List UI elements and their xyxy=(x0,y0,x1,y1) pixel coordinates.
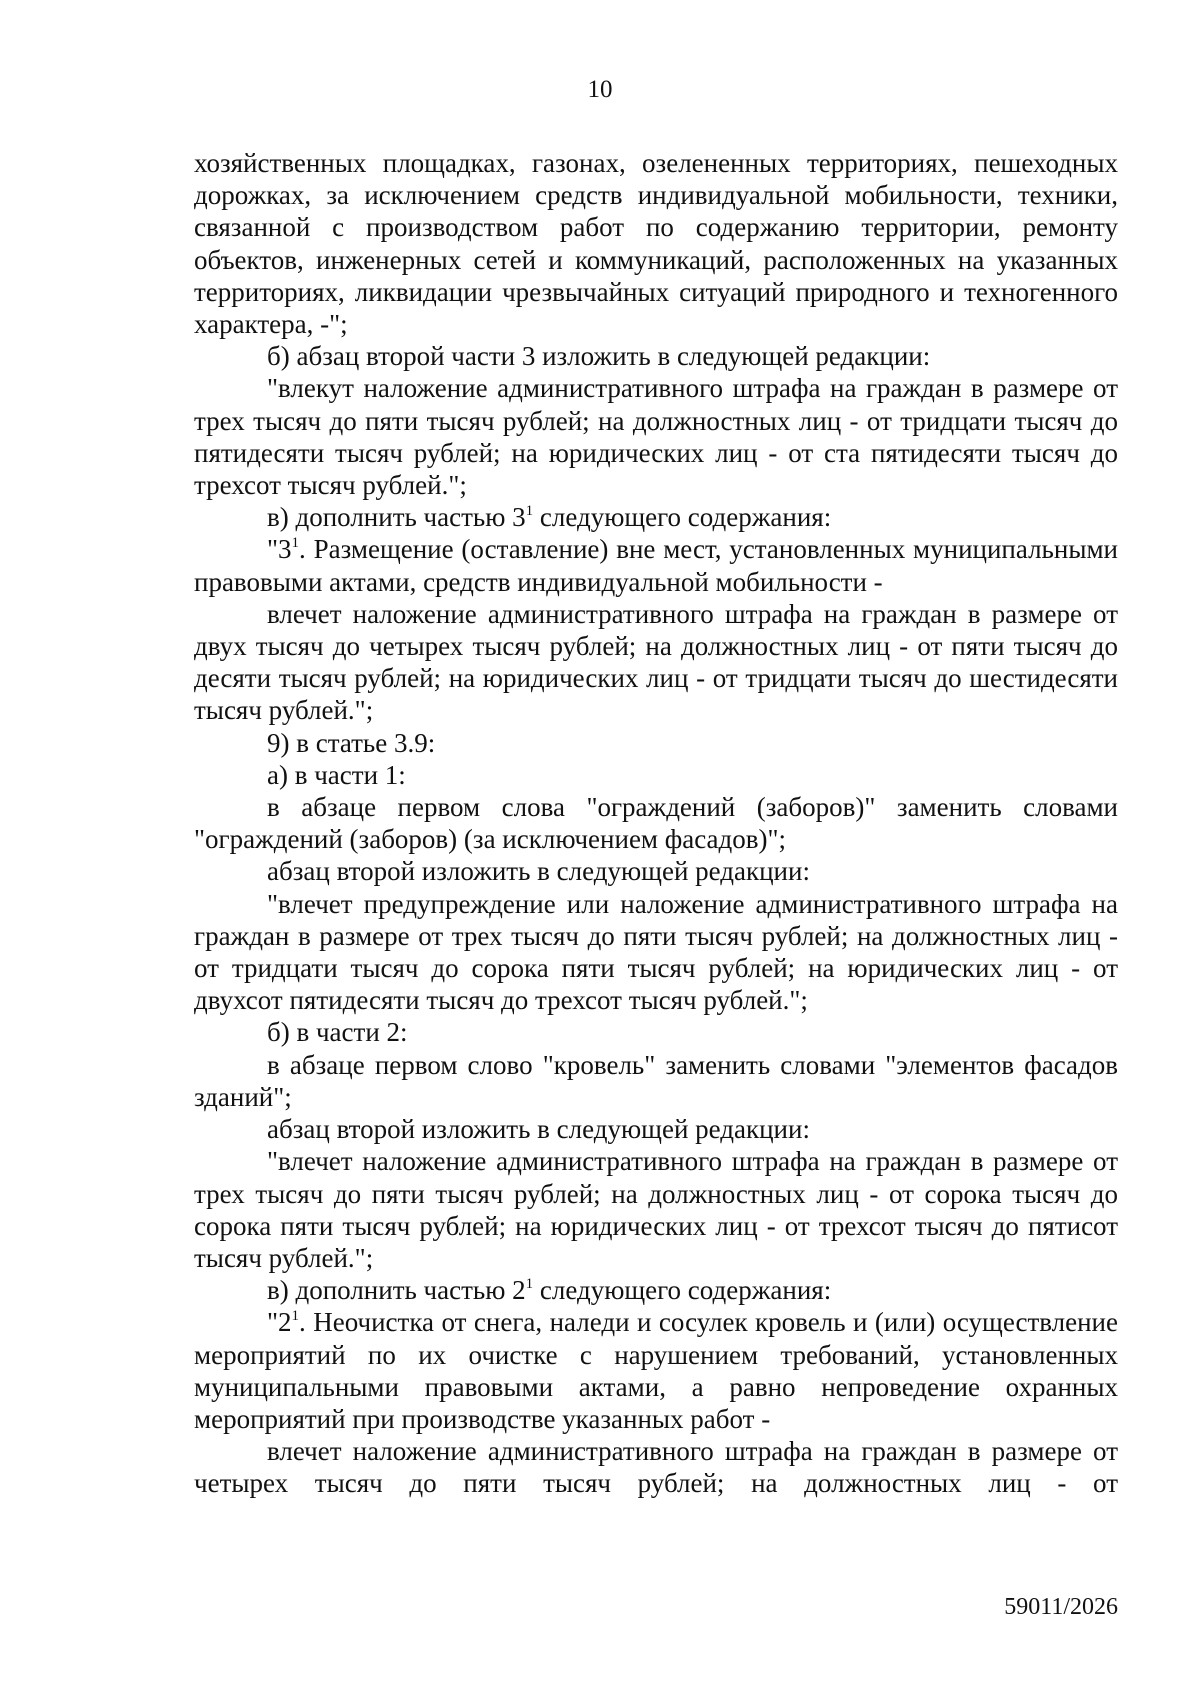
paragraph-item-b-part2: б) в части 2: xyxy=(267,1017,408,1048)
paragraph-replace-word: в абзаце первом слово "кровель" заменить словами "элементов фасадов зданий"; xyxy=(194,1049,1118,1112)
text-run: в) дополнить частью 3 xyxy=(267,502,526,533)
paragraph-second-abzac-2: абзац второй изложить в следующей редакции: xyxy=(267,1114,810,1145)
paragraph-quote-part2: "влечет наложение административного штрафа на граждан в размере от трех тысяч до пяти тысяч рублей; на должностных лиц - от сорока тысяч до сорока пяти тысяч рублей; на юридических лиц - от трехсот тысяч до пятисот тысяч рублей."; xyxy=(194,1146,1118,1273)
paragraph-item-v-part2-1 xyxy=(194,1274,1118,1306)
text-run: в) дополнить частью 2 xyxy=(267,1275,526,1306)
page-number: 10 xyxy=(587,76,613,103)
text-run: следующего содержания: xyxy=(533,502,832,533)
text-run: . Размещение (оставление) вне мест, установленных муниципальными правовыми актами, средств индивидуальной мобильности - xyxy=(194,534,1118,597)
superscript: 1 xyxy=(525,1276,534,1293)
paragraph-quote-part1: "влечет предупреждение или наложение административного штрафа на граждан в размере от трех тысяч до пяти тысяч рублей; на должностных лиц - от тридцати тысяч до сорока пяти тысяч рублей; на юридических лиц - от двухсот пятидесяти тысяч до трехсот тысяч рублей."; xyxy=(194,888,1118,1016)
paragraph-quote-part3-1 xyxy=(194,533,1118,597)
paragraph-sanction-part3-1: влечет наложение административного штрафа на граждан в размере от двух тысяч до четырех тысяч рублей; на должностных лиц - от пяти тысяч до десяти тысяч рублей; на юридических лиц - от тридцати тысяч до шестидесяти тысяч рублей."; xyxy=(194,598,1118,726)
text-run: следующего содержания: xyxy=(533,1275,832,1306)
paragraph-continuation: хозяйственных площадках, газонах, озелененных территориях, пешеходных дорожках, за исключением средств индивидуальной мобильности, техники, связанной с производством работ по содержанию территории, ремонту объектов, инженерных сетей и коммуникаций, расположенных на указанных территориях, ликвидации чрезвычайных ситуаций природного и техногенного характера, -"; xyxy=(194,148,1118,340)
paragraph-item-b-part3: б) абзац второй части 3 изложить в следующей редакции: xyxy=(267,341,931,372)
superscript: 1 xyxy=(291,1308,300,1325)
document-body xyxy=(194,147,1118,1500)
paragraph-item-v-part3-1 xyxy=(194,501,1118,533)
document-code: 59011/2026 xyxy=(1004,1594,1118,1620)
superscript: 1 xyxy=(291,535,300,552)
superscript: 1 xyxy=(525,503,534,520)
text-run: . Неочистка от снега, наледи и сосулек кровель и (или) осуществление мероприятий по их очистке с нарушением требований, установленных муниципальными правовыми актами, а равно непроведение охранных мероприятий при производстве указанных работ - xyxy=(194,1307,1118,1434)
paragraph-quote-part2-1 xyxy=(194,1306,1118,1435)
paragraph-replace-words: в абзаце первом слова "ограждений (заборов)" заменить словами "ограждений (заборов) (за исключением фасадов)"; xyxy=(194,792,1118,855)
paragraph-quote-part3: "влекут наложение административного штрафа на граждан в размере от трех тысяч до пяти тысяч рублей; на должностных лиц - от тридцати тысяч до пятидесяти тысяч рублей; на юридических лиц - от ста пятидесяти тысяч до трехсот тысяч рублей."; xyxy=(194,373,1118,501)
text-run: "3 xyxy=(267,534,292,565)
paragraph-item-a-part1: а) в части 1: xyxy=(267,759,406,790)
text-run: "2 xyxy=(267,1307,292,1338)
paragraph-item-9: 9) в статье 3.9: xyxy=(267,727,436,758)
paragraph-sanction-part2-1: влечет наложение административного штрафа на граждан в размере от четырех тысяч до пяти тысяч рублей; на должностных лиц - от xyxy=(194,1436,1118,1499)
paragraph-second-abzac: абзац второй изложить в следующей редакции: xyxy=(267,856,810,887)
